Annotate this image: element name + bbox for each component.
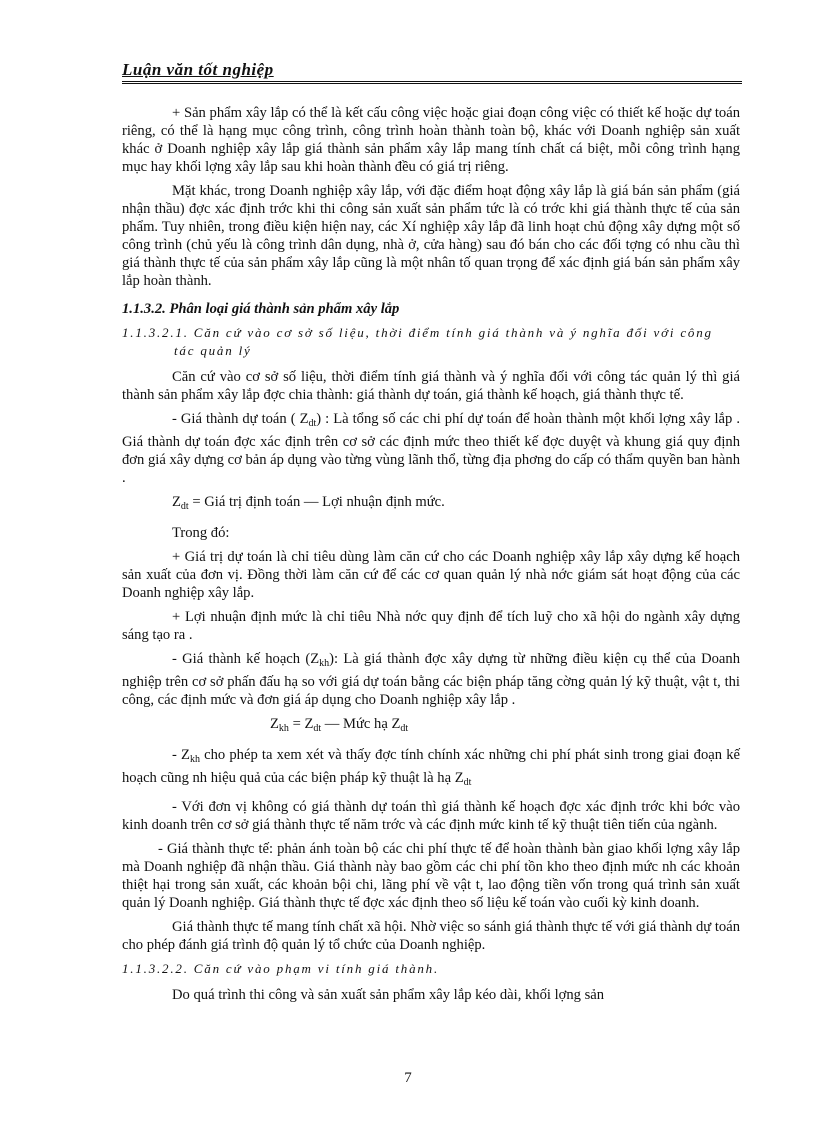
paragraph: + Lợi nhuận định mức là chỉ tiêu Nhà nớc quy định để tích luỹ cho xã hội do ngành xây dựng sáng tạo ra . xyxy=(122,609,740,643)
text-run: = Z xyxy=(288,716,314,732)
formula xyxy=(172,493,740,516)
text-run: - Giá thành kế hoạch (Z xyxy=(172,651,320,667)
subscript: dt xyxy=(313,723,322,734)
paragraph xyxy=(122,746,740,792)
paragraph xyxy=(122,410,740,487)
section-heading: 1.1.3.2. Phân loại giá thành sản phẩm xây lắp xyxy=(122,301,400,317)
text-run: = Giá trị định toán — Lợi nhuận định mức. xyxy=(188,494,445,510)
subsection-heading-line2: tác quản lý xyxy=(174,343,252,358)
text-run: — Mức hạ Z xyxy=(321,716,401,732)
subsection-heading: 1.1.3.2.2. Căn cứ vào phạm vi tính giá thành. xyxy=(122,961,440,976)
paragraph: - Với đơn vị không có giá thành dự toán thì giá thành kế hoạch đợc xác định trớc khi bớc vào kinh doanh trên cơ sở giá thành thực tế năm trớc và các định mức kinh tế kỹ thuật tiên tiến của ngành. xyxy=(122,799,740,833)
text-run: Z xyxy=(172,494,181,510)
subsection-heading-line1: 1.1.3.2.1. Căn cứ vào cơ sở số liệu, thời điểm tính giá thành và ý nghĩa đối với công xyxy=(122,325,713,340)
paragraph: + Giá trị dự toán là chỉ tiêu dùng làm căn cứ cho các Doanh nghiệp xây lắp xây dựng kế hoạch sản xuất của đơn vị. Đồng thời làm căn cứ để các cơ quan quản lý nhà nớc giám sát hoạt động của các Doanh nghiệp xây lắp. xyxy=(122,549,740,601)
text-run: - Giá thành dự toán ( Z xyxy=(172,411,309,427)
text-run: ): Là giá thành đợc xây dựng từ những điều kiện cụ thể của Doanh nghiệp trên cơ sở phấn đấu hạ so với giá dự toán bằng các biện pháp tăng cờng quản lý kỹ thuật, vật t, thi công, các định mức và đơn giá áp dụng cho Doanh nghiệp xây lắp . xyxy=(122,651,740,708)
paragraph: Mặt khác, trong Doanh nghiệp xây lắp, với đặc điểm hoạt động xây lắp là giá bán sản phẩm (giá nhận thầu) đợc xác định trớc khi thi công sản xuất sản phẩm tức là có trớc khi giá thành thực tế của sản phẩm. Tuy nhiên, trong điều kiện hiện nay, các Xí nghiệp xây lắp đã linh hoạt chủ động xây dựng một số công trình (chủ yếu là công trình dân dụng, nhà ở, cửa hàng) sau đó bán cho các đối tợng có nhu cầu thì giá thành thực tế của sản phẩm xây lắp cũng là một nhân tố quan trọng để xác định giá bán sản phẩm xây lắp hoàn thành. xyxy=(122,183,740,289)
document-body xyxy=(122,104,740,1010)
subscript: dt xyxy=(463,777,472,788)
paragraph: Căn cứ vào cơ sở số liệu, thời điểm tính giá thành và ý nghĩa đối với công tác quản lý thì giá thành sản phẩm xây lắp đợc chia thành: giá thành dự toán, giá thành kế hoạch, giá thành thực tế. xyxy=(122,369,740,403)
text-run: ) : Là tổng số các chi phí dự toán để hoàn thành một khối lợng xây lắp . Giá thành dự toán đợc xác định trên cơ sở các định mức theo thiết kế đợc duyệt và khung giá quy định đơn giá xây dựng cơ bản áp dụng vào từng vùng lãnh thổ, từng địa phơng do cấp có thẩm quyền ban hành . xyxy=(122,411,740,486)
paragraph: + Sản phẩm xây lắp có thể là kết cấu công việc hoặc giai đoạn công việc có thiết kế hoặc dự toán riêng, có thể là hạng mục công trình, công trình hoàn thành toàn bộ, khác với Doanh nghiệp sản xuất khác ở Doanh nghiệp xây lắp giá thành sản phẩm xây lắp mang tính chất cá biệt, mỗi công trình hạng mục hay khối lợng xây lắp sau khi hoàn thành đều có giá trị riêng. xyxy=(122,105,740,175)
paragraph: Trong đó: xyxy=(172,525,230,541)
text-run: Z xyxy=(270,716,279,732)
subscript: kh xyxy=(189,754,200,765)
subscript: dt xyxy=(180,501,189,512)
page-number: 7 xyxy=(404,1070,412,1086)
paragraph: Do quá trình thi công và sản xuất sản phẩm xây lắp kéo dài, khối lợng sản xyxy=(172,987,605,1003)
header-divider xyxy=(122,81,742,84)
text-run: cho phép ta xem xét và thấy đợc tính chính xác những chi phí phát sinh trong giai đoạn kế hoạch cũng nh hiệu quả của các biện pháp kỹ thuật là hạ Z xyxy=(122,747,740,786)
paragraph: Giá thành thực tế mang tính chất xã hội. Nhờ việc so sánh giá thành thực tế với giá thành dự toán cho phép đánh giá trình độ quản lý tổ chức của Doanh nghiệp. xyxy=(122,919,740,953)
formula xyxy=(270,715,740,738)
subscript: kh xyxy=(319,658,330,669)
subscript: dt xyxy=(400,723,409,734)
text-run: - Z xyxy=(172,747,190,763)
page-header-title: Luận văn tốt nghiệp xyxy=(122,60,274,79)
paragraph: - Giá thành thực tế: phản ánh toàn bộ các chi phí thực tế để hoàn thành bàn giao khối lợng xây lắp mà Doanh nghiệp đã nhận thầu. Giá thành này bao gồm các chi phí tồn kho theo định mức nh các khoản thiệt hại trong sản xuất, các khoản bội chi, lãng phí về vật t, lao động tiền vốn trong quá trình sản xuất quản lý Doanh nghiệp. Giá thành thực tế đợc xác định theo số liệu kế toán vào cuối kỳ kinh doanh. xyxy=(122,841,740,911)
subsection-heading xyxy=(122,324,740,360)
subscript: dt xyxy=(308,418,317,429)
subscript: kh xyxy=(278,723,289,734)
paragraph xyxy=(122,650,740,709)
